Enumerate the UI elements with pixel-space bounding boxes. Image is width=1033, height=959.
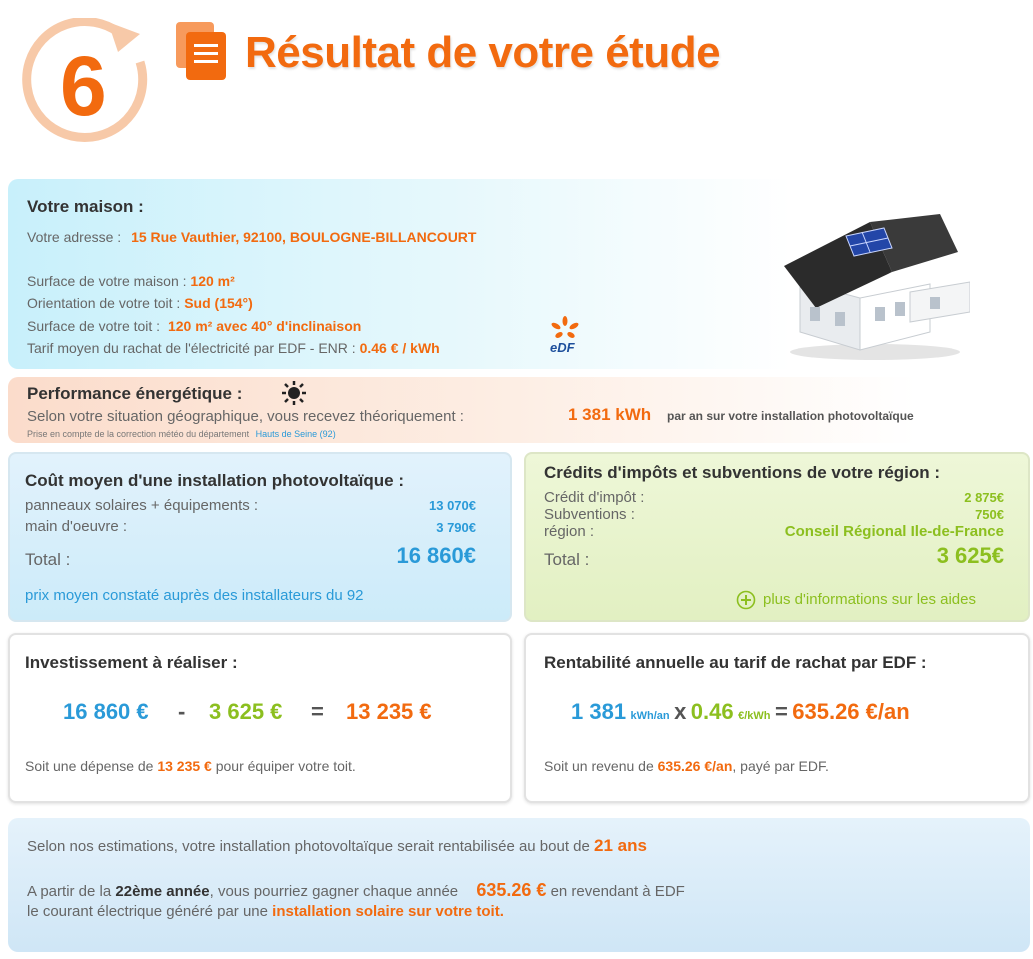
summary-annual-gain: 635.26 €	[476, 880, 547, 900]
renta-equals: =	[774, 699, 788, 724]
orientation-value: Sud (154°)	[184, 295, 253, 311]
more-aides-link[interactable]: plus d'informations sur les aides	[763, 591, 976, 608]
plus-circle-icon[interactable]	[736, 590, 756, 615]
region-value: Conseil Régional Ile-de-France	[784, 523, 1004, 540]
invest-cost: 16 860 €	[63, 699, 149, 724]
tarif-label: Tarif moyen du rachat de l'électricité par EDF - ENR :	[27, 340, 356, 356]
step-number: 6	[60, 39, 107, 133]
edf-logo	[548, 316, 582, 356]
panneaux-label: panneaux solaires + équipements :	[25, 497, 259, 514]
renta-sentence-value: 635.26 €/an	[657, 758, 733, 774]
main-oeuvre-value: 3 790€	[436, 520, 476, 535]
surface-label: Surface de votre maison :	[27, 273, 187, 289]
credit-impot-value: 2 875€	[964, 490, 1004, 505]
summary-line2-pre: A partir de la	[27, 883, 112, 900]
kwh-suffix: par an sur votre installation photovoltaïque	[667, 409, 914, 423]
orientation-label: Orientation de votre toit :	[27, 295, 181, 311]
performance-line: Selon votre situation géographique, vous recevez théoriquement :	[27, 408, 464, 425]
performance-title: Performance énergétique :	[27, 384, 243, 403]
edf-logo-text: eDF	[550, 340, 575, 355]
renta-kwh-unit: kWh/an	[630, 710, 670, 722]
surface-value: 120 m²	[190, 273, 235, 289]
subventions-value: 750€	[975, 507, 1004, 522]
invest-minus: -	[178, 699, 186, 724]
invest-sentence-pre: Soit une dépense de	[25, 758, 154, 774]
maison-title: Votre maison :	[27, 197, 144, 216]
subventions-label: Subventions :	[544, 506, 635, 523]
tarif-value: 0.46 € / kWh	[359, 340, 440, 356]
renta-result: 635.26 €/an	[792, 699, 910, 724]
renta-title: Rentabilité annuelle au tarif de rachat par EDF :	[544, 653, 927, 672]
credit-impot-label: Crédit d'impôt :	[544, 489, 645, 506]
invest-equals: =	[311, 699, 324, 724]
cout-total-value: 16 860€	[396, 543, 476, 568]
step-badge	[22, 18, 162, 146]
renta-kwh: 1 381	[571, 699, 627, 724]
renta-rate: 0.46	[690, 699, 734, 724]
invest-sentence-post: pour équiper votre toit.	[215, 758, 356, 774]
document-icon	[174, 20, 230, 82]
toit-label: Surface de votre toit :	[27, 318, 161, 334]
page-title: Résultat de votre étude	[245, 28, 721, 77]
region-label: région :	[544, 523, 595, 540]
invest-title: Investissement à réaliser :	[25, 653, 238, 672]
credits-total-label: Total :	[544, 550, 590, 569]
invest-sentence-value: 13 235 €	[157, 758, 212, 774]
prix-moyen-link[interactable]: prix moyen constaté auprès des installateurs du 92	[25, 587, 364, 604]
address-label: Votre adresse :	[27, 229, 122, 245]
summary-line2-post: en revendant à EDF	[550, 883, 685, 900]
department-link[interactable]: Hauts de Seine (92)	[255, 429, 336, 439]
main-oeuvre-label: main d'oeuvre :	[25, 518, 128, 535]
installation-solaire-link[interactable]: installation solaire sur votre toit.	[272, 903, 504, 920]
summary-line1: Selon nos estimations, votre installation photovoltaïque serait rentabilisée au bout de	[27, 838, 590, 855]
summary-year-number: 22ème année	[115, 883, 210, 900]
credits-title: Crédits d'impôts et subventions de votre région :	[544, 463, 941, 482]
renta-times: x	[674, 699, 687, 724]
cout-title: Coût moyen d'une installation photovoltaïque :	[25, 471, 404, 490]
renta-sentence-pre: Soit un revenu de	[544, 758, 654, 774]
renta-rate-unit: €/kWh	[738, 710, 771, 722]
summary-years: 21 ans	[594, 836, 647, 855]
invest-result: 13 235 €	[346, 699, 432, 724]
sun-icon	[280, 380, 308, 411]
meteo-note: Prise en compte de la correction météo du département	[27, 429, 250, 439]
summary-line3-pre: le courant électrique généré par une	[27, 903, 268, 920]
credits-total-value: 3 625€	[936, 543, 1004, 568]
house-illustration	[780, 212, 970, 362]
invest-credits: 3 625 €	[209, 699, 283, 724]
kwh-value: 1 381 kWh	[568, 405, 652, 424]
toit-value: 120 m² avec 40° d'inclinaison	[167, 318, 362, 334]
summary-line2-mid: , vous pourriez gagner chaque année	[209, 883, 459, 900]
cout-total-label: Total :	[25, 550, 71, 569]
renta-sentence-post: , payé par EDF.	[732, 758, 829, 774]
edf-flower-icon	[548, 316, 582, 340]
address-value: 15 Rue Vauthier, 92100, BOULOGNE-BILLANCOURT	[131, 229, 477, 245]
panneaux-value: 13 070€	[429, 498, 476, 513]
